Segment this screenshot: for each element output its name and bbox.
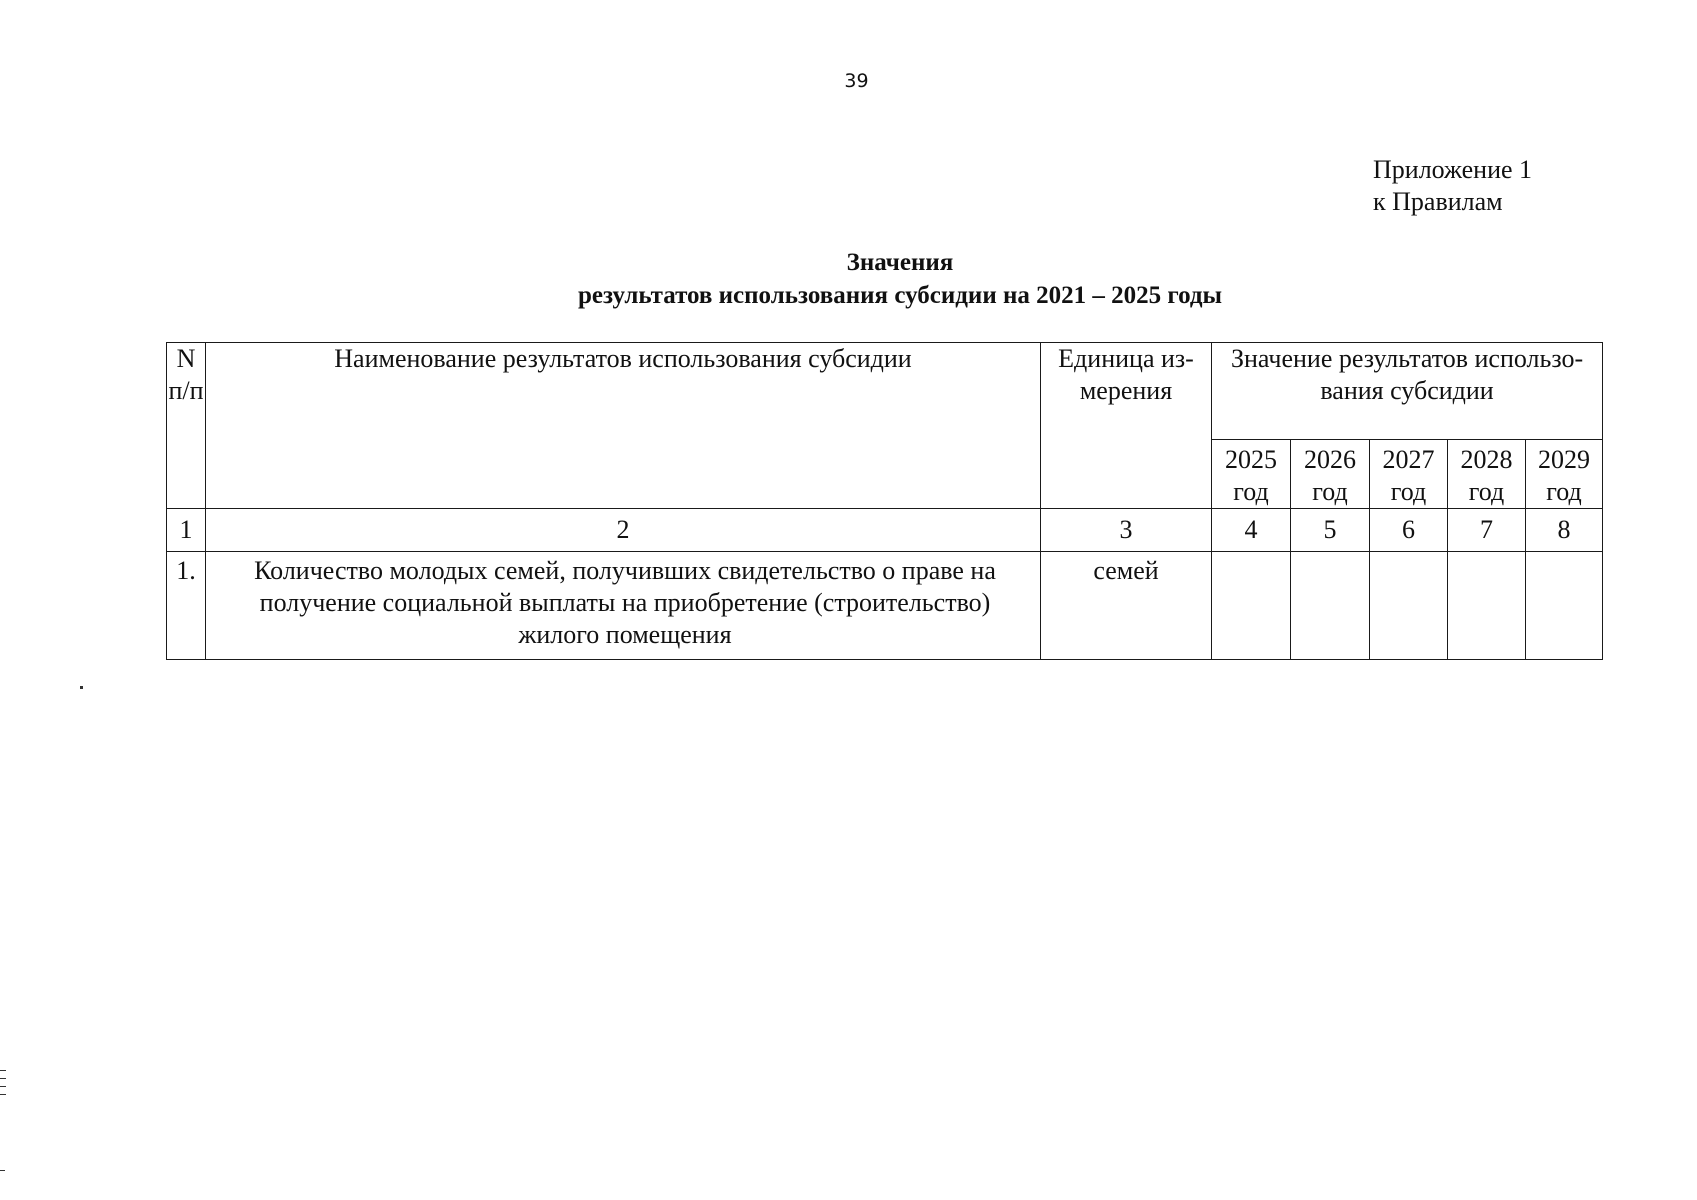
header-unit: Единица из-мерения (1041, 343, 1212, 509)
scan-speck (80, 686, 83, 689)
header-year: 2026 год (1291, 440, 1370, 509)
row-value-cell (1291, 552, 1370, 660)
scan-speck (0, 1094, 6, 1095)
header-number: N п/п (167, 343, 206, 509)
row-value-cell (1448, 552, 1526, 660)
column-index: 7 (1448, 509, 1526, 552)
header-value-group: Значение результатов использо-вания субсидии (1212, 343, 1603, 440)
title-line-1: Значения (846, 249, 954, 276)
scan-speck (0, 1170, 5, 1171)
appendix-line-2: к Правилам (1373, 187, 1503, 216)
column-index: 6 (1370, 509, 1448, 552)
row-number: 1. (167, 552, 206, 660)
document-title (420, 246, 1380, 312)
header-name: Наименование результатов использования субсидии (206, 343, 1041, 509)
appendix-line-1: Приложение 1 (1373, 155, 1533, 184)
row-value-cell (1212, 552, 1291, 660)
column-index: 8 (1526, 509, 1603, 552)
row-unit: семей (1041, 552, 1212, 660)
column-index: 3 (1041, 509, 1212, 552)
scan-speck (0, 1086, 6, 1087)
scan-speck (0, 1070, 6, 1071)
row-value-cell (1370, 552, 1448, 660)
appendix-note (1373, 154, 1532, 218)
header-year: 2028 год (1448, 440, 1526, 509)
header-year: 2025 год (1212, 440, 1291, 509)
column-index: 1 (167, 509, 206, 552)
page-number: 39 (844, 70, 869, 92)
header-year: 2027 год (1370, 440, 1448, 509)
header-year: 2029 год (1526, 440, 1603, 509)
results-table (166, 342, 1603, 660)
title-line-2: результатов использования субсидии на 2021 – 2025 годы (577, 282, 1223, 309)
scan-speck (0, 1078, 6, 1079)
column-index: 5 (1291, 509, 1370, 552)
table-row (167, 552, 1603, 660)
column-index: 2 (206, 509, 1041, 552)
column-index-row (167, 509, 1603, 552)
row-value-cell (1526, 552, 1603, 660)
row-name: Количество молодых семей, получивших свидетельство о праве на получение социальной выплаты на приобретение (строительство) жилого помещения (206, 552, 1041, 660)
column-index: 4 (1212, 509, 1291, 552)
